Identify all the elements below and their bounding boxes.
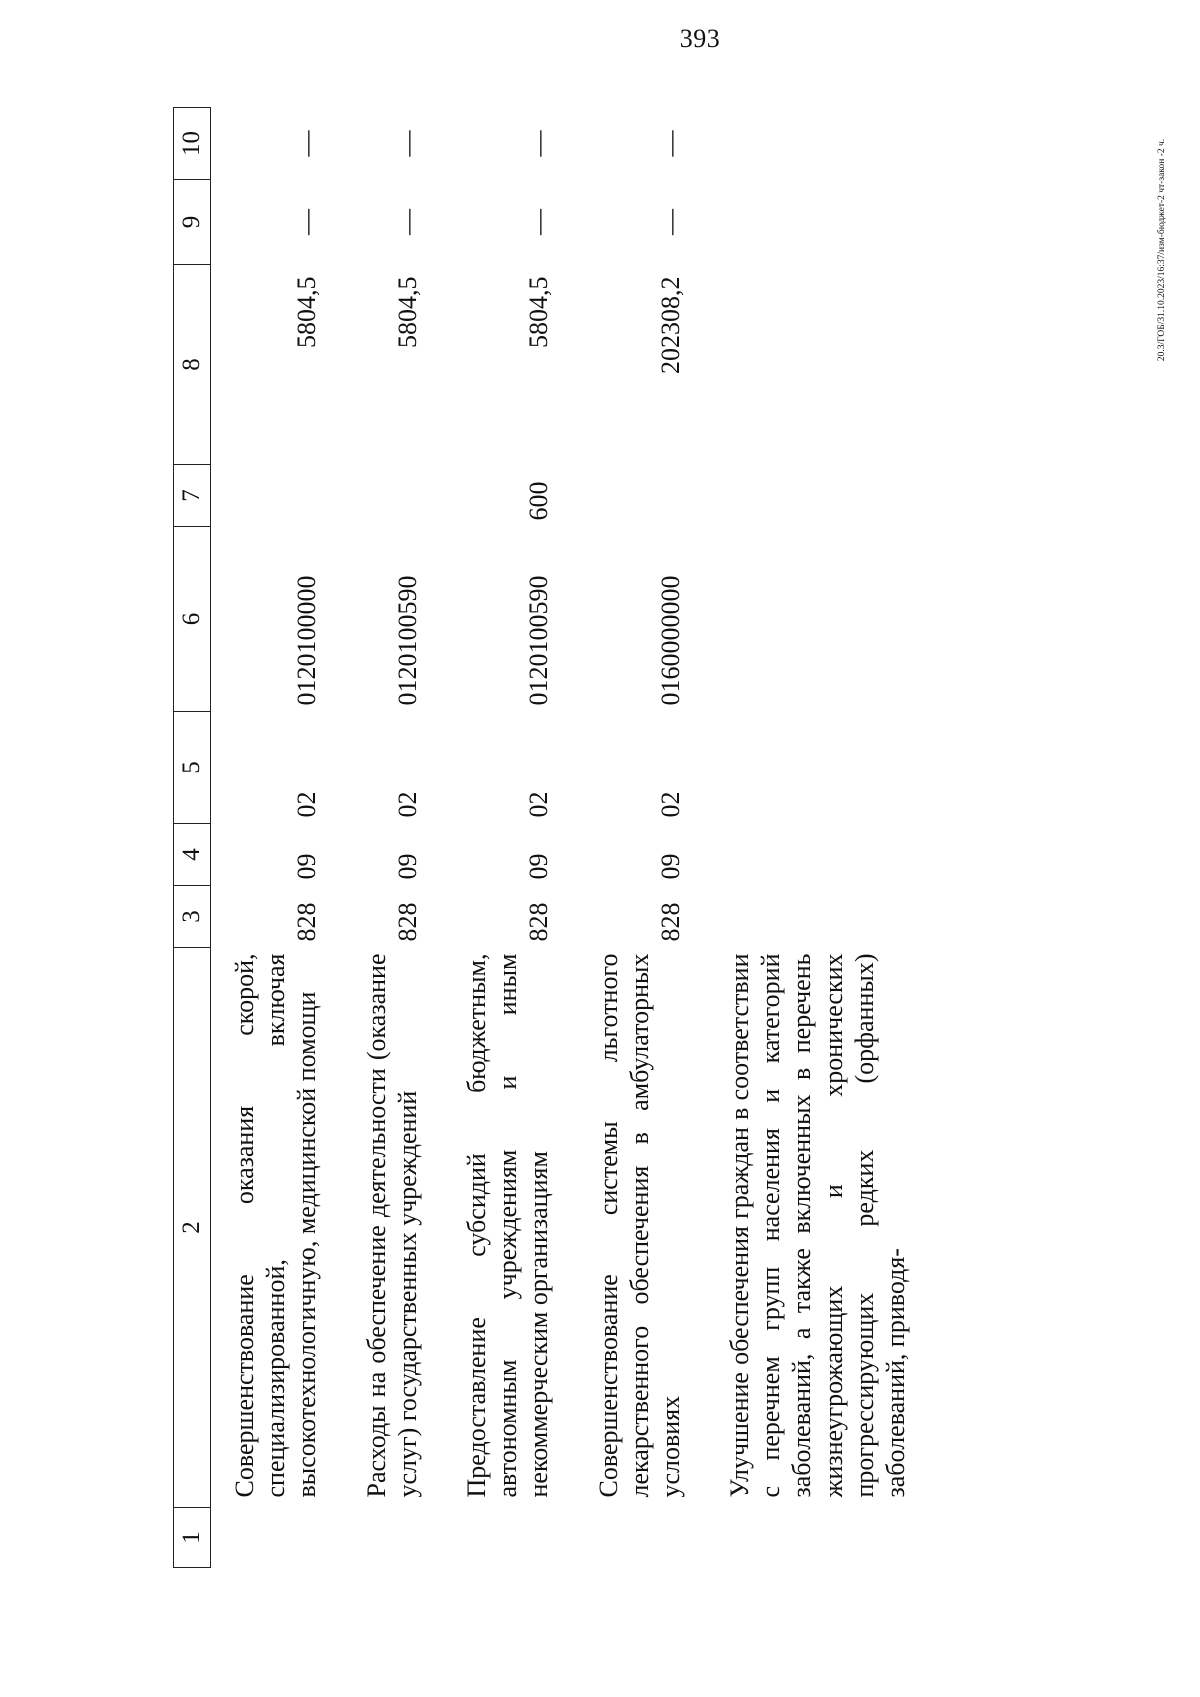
col9-value: —	[524, 209, 554, 235]
col9-value: —	[292, 209, 322, 235]
column-header: 5	[174, 712, 211, 824]
row-description: Совершенствование системы льготного лекарственного обеспечения в амбулаторных условиях	[593, 953, 685, 1498]
column-header: 6	[174, 527, 211, 712]
col9-value	[706, 180, 931, 265]
expense-type-code	[343, 465, 443, 527]
expense-type-code	[575, 465, 707, 527]
subsection-code: 02	[524, 791, 554, 818]
col10-value: —	[292, 130, 322, 157]
col9-value: —	[392, 209, 422, 235]
section-code: 09	[392, 853, 422, 880]
column-header: 2	[174, 948, 211, 1508]
subsection-code: 02	[655, 791, 685, 818]
section-code: 09	[292, 853, 322, 880]
subsection-code: 02	[292, 791, 322, 818]
row-description: Совершенствование оказания скорой, специализированной, включая высокотехнологичную, медицинской помощи	[230, 953, 322, 1498]
table-header-row	[174, 108, 211, 1568]
col9-value: —	[655, 209, 685, 235]
section-code	[706, 824, 931, 886]
section-code: 09	[655, 853, 685, 880]
expense-type-code: 600	[524, 481, 554, 521]
target-article-code: 0120100000	[292, 575, 322, 706]
table-row	[575, 108, 707, 1568]
column-header: 10	[174, 108, 211, 180]
row-description: Улучшение обеспечения граждан в соответствии с перечнем групп населения и категорий заболеваний, а также включенных в перечень жизнеугрожающих и хронических прогрессирующих редких (орфанных) заболеваний, приводя-	[725, 953, 910, 1498]
amount-value: 5804,5	[524, 276, 554, 348]
table-row	[343, 108, 443, 1568]
grbs-code: 828	[655, 902, 685, 942]
column-header: 9	[174, 180, 211, 265]
subsection-code	[706, 712, 931, 824]
target-article-code: 0120100590	[392, 575, 422, 706]
amount-value: 5804,5	[392, 276, 422, 348]
column-header: 8	[174, 265, 211, 465]
section-code: 09	[524, 853, 554, 880]
col10-value: —	[392, 130, 422, 157]
page-number: 393	[679, 24, 721, 53]
col10-value	[706, 108, 931, 180]
target-article-code: 0120100590	[524, 575, 554, 706]
grbs-code: 828	[524, 902, 554, 942]
amount-value: 202308,2	[655, 276, 685, 374]
column-header: 7	[174, 465, 211, 527]
col10-value: —	[655, 130, 685, 157]
row-description: Предоставление субсидий бюджетным, автономным учреждениям и иным некоммерческим организациям	[461, 953, 554, 1498]
table-row	[211, 108, 343, 1568]
expense-type-code	[211, 465, 343, 527]
column-header: 3	[174, 886, 211, 948]
table-row	[443, 108, 575, 1568]
amount-value	[706, 265, 931, 465]
column-header: 4	[174, 824, 211, 886]
amount-value: 5804,5	[292, 276, 322, 348]
target-article-code: 0160000000	[655, 575, 685, 706]
row-description: Расходы на обеспечение деятельности (оказание услуг) государственных учреждений	[361, 953, 422, 1498]
subsection-code: 02	[392, 791, 422, 818]
target-article-code	[706, 527, 931, 712]
column-header: 1	[174, 1508, 211, 1568]
grbs-code: 828	[292, 902, 322, 942]
col10-value: —	[524, 130, 554, 157]
expense-type-code	[706, 465, 931, 527]
grbs-code	[706, 886, 931, 948]
grbs-code: 828	[392, 902, 422, 942]
document-code: 20.3/ГОБ/31.10.2023/16:37/изм-бюджет-2 чт-закон -2 ч.	[1157, 138, 1167, 362]
table-row	[706, 108, 931, 1568]
rotated-table-stage	[173, 108, 1073, 1568]
budget-table	[173, 107, 931, 1568]
